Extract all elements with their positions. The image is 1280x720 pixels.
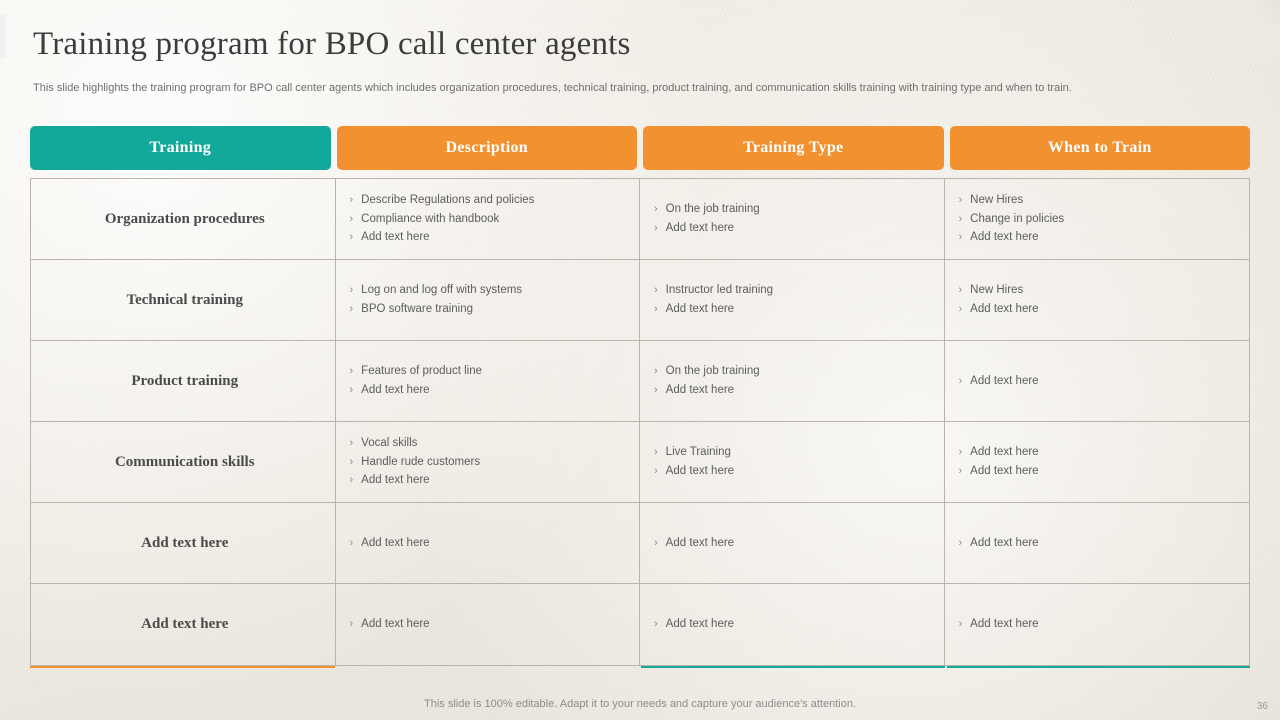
bullet-text: Add text here (665, 303, 735, 316)
chevron-right-icon: › (654, 384, 658, 397)
bullet-item (959, 210, 1240, 229)
bullet-text: Add text here (970, 231, 1039, 244)
bullet-item (654, 462, 934, 481)
cell-when-to-train (945, 341, 1250, 421)
page-title: Training program for BPO call center agents (33, 26, 631, 62)
cell-training-name: Add text here (31, 503, 336, 583)
chevron-right-icon: › (958, 194, 963, 206)
bullet-text: Add text here (665, 618, 735, 631)
chevron-right-icon: › (654, 446, 658, 459)
bullet-text: Handle rude customers (361, 455, 481, 468)
bullet-item (654, 200, 934, 219)
slide-subtitle: This slide highlights the training program for BPO call center agents which includes organization procedures, technical training, product training, and communication skills training with training type and when to train. (33, 82, 1072, 94)
bullet-item (654, 615, 934, 634)
chevron-right-icon: › (349, 437, 354, 450)
chevron-right-icon: › (349, 365, 354, 378)
title-accent-bar (0, 14, 6, 58)
bullet-text: Add text here (361, 231, 430, 244)
cell-training-type (640, 503, 945, 583)
bullet-text: Live Training (665, 446, 731, 459)
bullet-text: Add text here (970, 465, 1039, 478)
bullet-item (654, 300, 934, 319)
bullet-text: New Hires (970, 284, 1024, 297)
bullet-item (350, 471, 630, 490)
chevron-right-icon: › (958, 446, 963, 459)
chevron-right-icon: › (958, 212, 963, 225)
chevron-right-icon: › (654, 536, 658, 549)
cell-training-name: Organization procedures (31, 179, 336, 259)
chevron-right-icon: › (349, 474, 354, 487)
cell-when-to-train (945, 179, 1250, 259)
bullet-item (350, 281, 630, 300)
bullet-text: Add text here (970, 374, 1039, 387)
column-header-training-type: Training Type (643, 126, 944, 170)
bullet-text: Add text here (665, 384, 735, 397)
bullet-text: Describe Regulations and policies (361, 194, 535, 206)
bullet-text: On the job training (665, 203, 760, 216)
bullet-item (959, 228, 1240, 247)
bullet-item (959, 281, 1240, 300)
chevron-right-icon: › (654, 222, 658, 234)
bullet-text: Add text here (970, 303, 1039, 316)
cell-when-to-train (945, 422, 1250, 502)
chevron-right-icon: › (349, 384, 354, 397)
bullet-text: Features of product line (361, 365, 482, 378)
chevron-right-icon: › (958, 536, 963, 549)
page-number: 36 (1256, 701, 1268, 712)
bullet-text: Add text here (970, 446, 1039, 459)
cell-when-to-train (945, 503, 1250, 583)
bullet-item (350, 300, 630, 319)
corner-decoration (1254, 0, 1280, 26)
cell-description (336, 584, 641, 665)
bullet-item (654, 443, 934, 462)
chevron-right-icon: › (349, 536, 354, 549)
bullet-text: On the job training (665, 365, 760, 378)
cell-training-name: Communication skills (31, 422, 336, 502)
chevron-right-icon: › (349, 212, 354, 225)
bullet-text: Log on and log off with systems (361, 284, 523, 297)
cell-description (336, 503, 641, 583)
table-accent-strip-right (947, 666, 1250, 668)
chevron-right-icon: › (958, 284, 963, 297)
bullet-text: Instructor led training (665, 284, 774, 297)
cell-description (336, 179, 641, 259)
chevron-right-icon: › (958, 374, 963, 387)
cell-training-type (640, 179, 945, 259)
chevron-right-icon: › (349, 455, 354, 468)
chevron-right-icon: › (958, 231, 963, 244)
chevron-right-icon: › (958, 618, 963, 631)
table-row (31, 341, 1249, 422)
bullet-text: Add text here (361, 536, 430, 549)
bullet-text: New Hires (970, 194, 1024, 206)
bullet-text: Add text here (665, 222, 735, 234)
bullet-item (959, 372, 1240, 391)
chevron-right-icon: › (654, 365, 658, 378)
chevron-right-icon: › (654, 284, 658, 297)
table-row (31, 422, 1249, 503)
table-body (30, 178, 1250, 666)
bullet-item (350, 615, 630, 634)
bullet-text: Add text here (361, 618, 430, 631)
cell-training-type (640, 341, 945, 421)
chevron-right-icon: › (654, 465, 658, 478)
bullet-text: Add text here (970, 618, 1039, 631)
column-header-when-to-train: When to Train (950, 126, 1251, 170)
bullet-item (350, 534, 630, 553)
bullet-item (959, 191, 1240, 210)
bullet-text: Add text here (361, 384, 430, 397)
bullet-item (654, 219, 934, 238)
bullet-item (350, 191, 630, 210)
cell-training-type (640, 260, 945, 340)
bullet-item (350, 210, 630, 229)
cell-training-name: Product training (31, 341, 336, 421)
cell-training-name: Technical training (31, 260, 336, 340)
bullet-text: Add text here (970, 536, 1039, 549)
table-row (31, 260, 1249, 341)
cell-description (336, 422, 641, 502)
bullet-item (959, 615, 1240, 634)
bullet-item (959, 300, 1240, 319)
bullet-text: Add text here (665, 536, 735, 549)
chevron-right-icon: › (349, 231, 354, 244)
cell-description (336, 341, 641, 421)
bullet-item (959, 462, 1240, 481)
table-row (31, 179, 1249, 260)
cell-training-type (640, 584, 945, 665)
cell-training-type (640, 422, 945, 502)
bullet-text: Vocal skills (361, 437, 418, 450)
bullet-item (959, 534, 1240, 553)
bullet-item (350, 381, 630, 400)
chevron-right-icon: › (349, 618, 354, 631)
bullet-item (654, 281, 934, 300)
cell-training-name: Add text here (31, 584, 336, 665)
chevron-right-icon: › (654, 618, 658, 631)
bullet-item (350, 228, 630, 247)
cell-when-to-train (945, 260, 1250, 340)
bullet-item (959, 443, 1240, 462)
bullet-text: Add text here (665, 465, 735, 478)
bullet-text: Add text here (361, 474, 430, 487)
chevron-right-icon: › (349, 284, 354, 297)
table-accent-strip-center (641, 666, 945, 668)
table-row (31, 503, 1249, 584)
slide-footer-note: This slide is 100% editable. Adapt it to your needs and capture your audience's attention. (424, 698, 856, 710)
bullet-text: Compliance with handbook (361, 212, 500, 225)
table-header-row (30, 126, 1250, 170)
bullet-text: BPO software training (361, 303, 474, 316)
cell-description (336, 260, 641, 340)
cell-when-to-train (945, 584, 1250, 665)
bullet-item (350, 453, 630, 472)
training-table (30, 126, 1250, 666)
chevron-right-icon: › (958, 465, 963, 478)
bullet-item (654, 381, 934, 400)
chevron-right-icon: › (654, 203, 658, 216)
chevron-right-icon: › (958, 303, 963, 316)
bullet-text: Change in policies (970, 212, 1065, 225)
bullet-item (350, 434, 630, 453)
column-header-training: Training (30, 126, 331, 170)
table-row (31, 584, 1249, 665)
bullet-item (654, 534, 934, 553)
chevron-right-icon: › (654, 303, 658, 316)
table-accent-strip-left (30, 666, 335, 668)
column-header-description: Description (337, 126, 638, 170)
chevron-right-icon: › (349, 303, 354, 316)
bullet-item (654, 362, 934, 381)
bullet-item (350, 362, 630, 381)
chevron-right-icon: › (349, 194, 354, 206)
